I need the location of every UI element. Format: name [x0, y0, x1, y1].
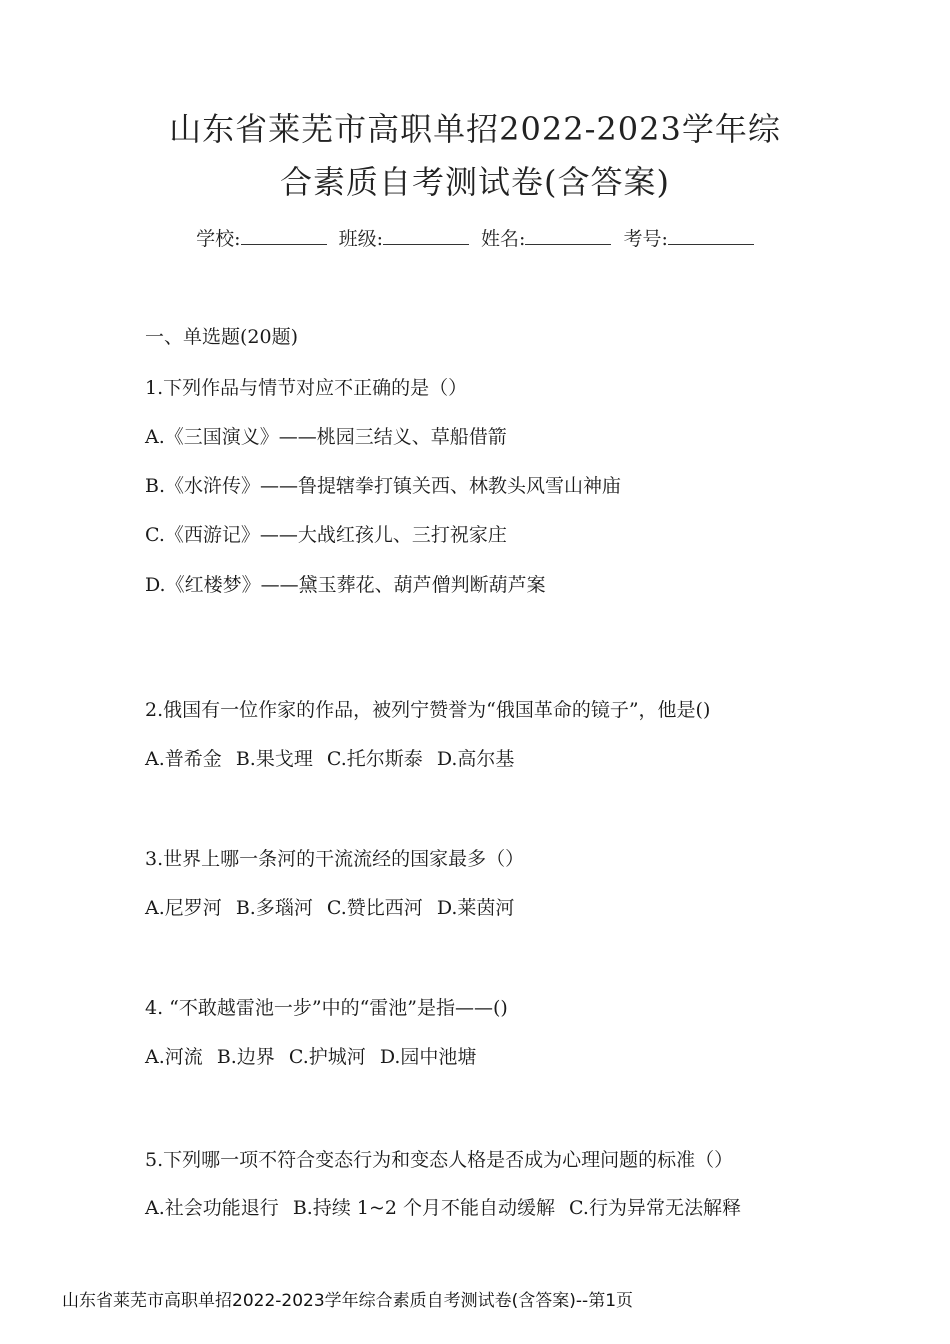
name-label: 姓名:	[481, 228, 526, 250]
question-2-options	[145, 744, 522, 771]
name-blank	[525, 226, 611, 245]
question-2-option-b: B.果戈理	[235, 748, 313, 770]
question-2-stem: 2.俄国有一位作家的作品，被列宁赞誉为“俄国革命的镜子”，他是()	[145, 699, 711, 721]
question-5-option-a: A.社会功能退行	[145, 1197, 279, 1219]
document-title-line-2: 合素质自考测试卷(含答案)	[280, 163, 670, 201]
exam-number-field	[623, 228, 753, 250]
class-label: 班级:	[338, 228, 383, 250]
question-3-option-b: B.多瑙河	[235, 897, 313, 919]
exam-number-label: 考号:	[623, 228, 668, 250]
question-4-option-b: B.边界	[216, 1046, 275, 1068]
page-footer: 山东省莱芜市高职单招2022-2023学年综合素质自考测试卷(含答案)--第1页	[62, 1291, 634, 1311]
question-3-stem: 3.世界上哪一条河的干流流经的国家最多（）	[145, 848, 525, 870]
question-3-option-a: A.尼罗河	[145, 897, 222, 919]
question-1-option-c: C.《西游记》——大战红孩儿、三打祝家庄	[145, 524, 507, 546]
document-title-line-1: 山东省莱芜市高职单招2022-2023学年综	[169, 110, 781, 148]
name-field	[481, 228, 611, 250]
school-field	[196, 228, 326, 250]
question-2-option-c: C.托尔斯泰	[326, 748, 423, 770]
question-1-option-a: A.《三国演义》——桃园三结义、草船借箭	[145, 426, 507, 448]
question-2-option-d: D.高尔基	[436, 748, 515, 770]
question-4-option-d: D.园中池塘	[379, 1046, 477, 1068]
question-5-stem: 5.下列哪一项不符合变态行为和变态人格是否成为心理问题的标准（）	[145, 1149, 734, 1171]
student-info-row	[0, 224, 950, 251]
question-1-option-b: B.《水浒传》——鲁提辖拳打镇关西、林教头风雪山神庙	[145, 475, 622, 497]
question-1-option-d: D.《红楼梦》——黛玉葬花、葫芦僧判断葫芦案	[145, 574, 546, 596]
question-3-options	[145, 893, 522, 920]
question-4-stem: 4. “不敢越雷池一步”中的“雷池”是指——()	[145, 997, 508, 1019]
question-3-option-d: D.莱茵河	[436, 897, 515, 919]
question-5-option-c: C.行为异常无法解释	[569, 1197, 741, 1219]
school-blank	[241, 226, 327, 245]
section-heading: 一、单选题(20题)	[145, 326, 299, 348]
exam-number-blank	[668, 226, 754, 245]
question-2-option-a: A.普希金	[145, 748, 222, 770]
question-4-option-a: A.河流	[145, 1046, 203, 1068]
question-4-option-c: C.护城河	[288, 1046, 366, 1068]
question-4-options	[145, 1042, 484, 1069]
question-1-stem: 1.下列作品与情节对应不正确的是（）	[145, 377, 468, 399]
class-field	[339, 228, 469, 250]
school-label: 学校:	[196, 228, 241, 250]
question-3-option-c: C.赞比西河	[326, 897, 423, 919]
class-blank	[383, 226, 469, 245]
question-5-option-b: B.持续 1~2 个月不能自动缓解	[292, 1197, 555, 1219]
question-5-options	[145, 1193, 749, 1220]
